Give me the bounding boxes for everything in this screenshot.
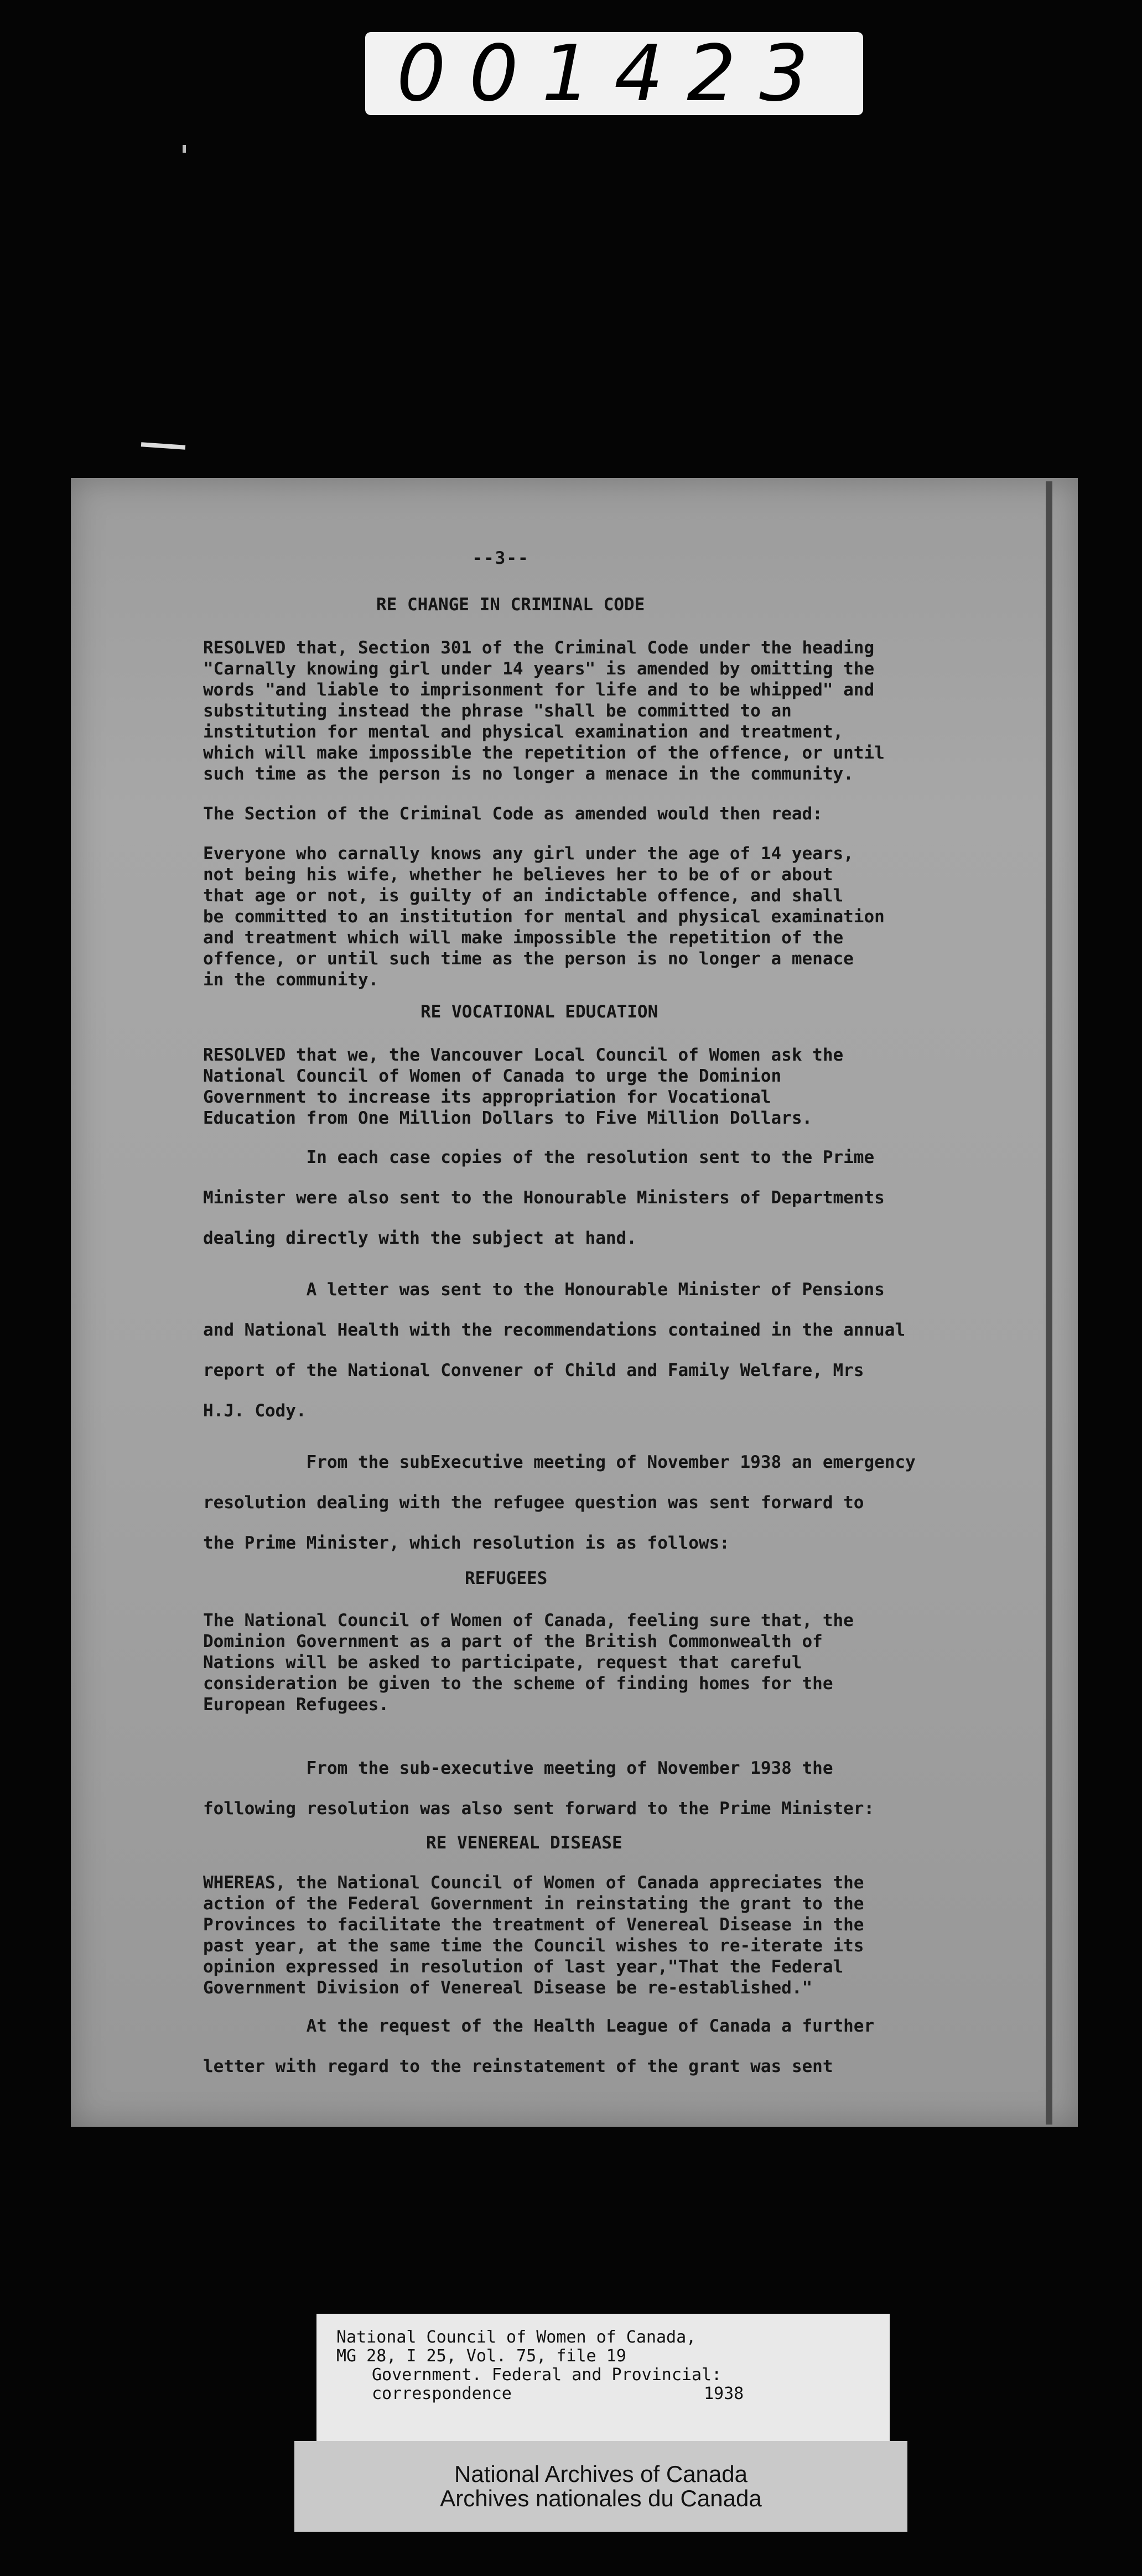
archives-french: Archives nationales du Canada [440, 2485, 762, 2511]
amended-intro: The Section of the Criminal Code as amended would then read: [203, 804, 823, 824]
label-line-4: correspondence [372, 2384, 512, 2403]
page-edge [1046, 481, 1052, 2125]
label-year: 1938 [704, 2384, 744, 2403]
paragraph-copies: In each case copies of the resolution sent to the Prime Minister were also sent to the Honourable Ministers of Departments dealing directly with the subject at hand. [203, 1147, 885, 1248]
amended-text: Everyone who carnally knows any girl under the age of 14 years, not being his wife, whether he believes her to be of or about that age or not, is guilty of an indictable offence, and shall be committed to an institution for mental and physical examination and treatment which will make impossible the repetition of the offence, or until such time as the person is no longer a menace in the community. [203, 844, 885, 990]
paragraph-subexecutive-2: From the sub-executive meeting of November 1938 the following resolution was also sent forward to the Prime Minister: [203, 1758, 875, 1819]
refugees-text: The National Council of Women of Canada, feeling sure that, the Dominion Government as a part of the British Commonwealth of Nations will be asked to participate, request that careful consideration be given to the scheme of finding homes for the European Refugees. [203, 1611, 854, 1715]
label-line-1: National Council of Women of Canada, [336, 2328, 697, 2347]
document-body [133, 548, 1013, 2098]
paragraph-letter: A letter was sent to the Honourable Minister of Pensions and National Health with the recommendations contained in the annual report of the National Convener of Child and Family Welfare, Mrs H.J. Cody. [203, 1280, 906, 1421]
heading-vocational-education: RE VOCATIONAL EDUCATION [421, 1002, 658, 1022]
archives-plate [294, 2441, 907, 2532]
resolution-criminal-code: RESOLVED that, Section 301 of the Criminal Code under the heading "Carnally knowing girl under 14 years" is amended by omitting the words "and liable to imprisonment for life and to be whipped" and substituting instead the phrase "shall be committed to an institution for mental and physical examination and treatment, which will make impossible the repetition of the offence, or until such time as the person is no longer a menace in the community. [203, 638, 885, 784]
film-scratch [141, 442, 185, 450]
page-number: --3-- [472, 548, 530, 568]
archives-english: National Archives of Canada [454, 2461, 748, 2487]
film-speck [183, 145, 186, 153]
archive-reference-label [316, 2314, 890, 2442]
label-line-3: Government. Federal and Provincial: [372, 2365, 722, 2385]
frame-number: 001423 [365, 32, 863, 115]
heading-venereal-disease: RE VENEREAL DISEASE [426, 1833, 622, 1853]
heading-criminal-code: RE CHANGE IN CRIMINAL CODE [376, 595, 645, 615]
label-line-2: MG 28, I 25, Vol. 75, file 19 [336, 2346, 626, 2366]
paragraph-health-league: At the request of the Health League of Canada a further letter with regard to the reinstatement of the grant was sent [203, 2016, 875, 2076]
resolution-vocational: RESOLVED that we, the Vancouver Local Council of Women ask the National Council of Women of Canada to urge the Dominion Government to increase its appropriation for Vocational Education from One Million Dollars to Five Million Dollars. [203, 1045, 844, 1128]
paragraph-subexecutive: From the subExecutive meeting of November 1938 an emergency resolution dealing with the refugee question was sent forward to the Prime Minister, which resolution is as follows: [203, 1452, 916, 1553]
heading-refugees: REFUGEES [465, 1569, 548, 1588]
venereal-text: WHEREAS, the National Council of Women of Canada appreciates the action of the Federal Government in reinstating the grant to the Provinces to facilitate the treatment of Venereal Disease in the past year, at the same time the Council wishes to re-iterate its opinion expressed in resolution of last year,"That the Federal Government Division of Venereal Disease be re-established." [203, 1873, 864, 1998]
